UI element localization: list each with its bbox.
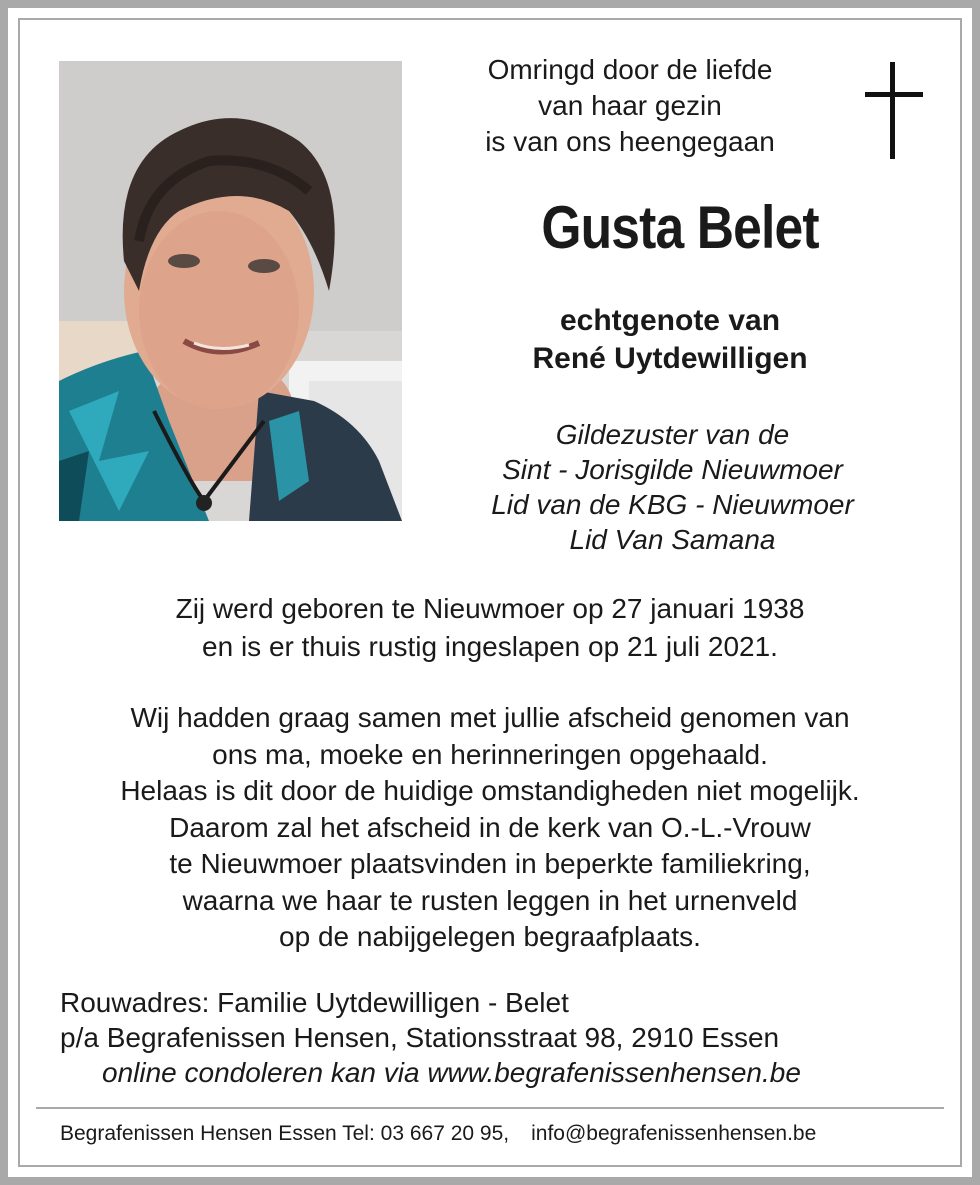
- message-line: Helaas is dit door de huidige omstandigheden niet mogelijk.: [120, 775, 860, 806]
- death-line: en is er thuis rustig ingeslapen op 21 juli 2021.: [202, 631, 778, 662]
- footer-email-link[interactable]: info@begrafenissenhensen.be: [531, 1122, 817, 1145]
- message-line: te Nieuwmoer plaatsvinden in beperkte familiekring,: [169, 848, 811, 879]
- footer: [60, 1120, 940, 1148]
- life-dates: [40, 590, 940, 666]
- intro-line: Omringd door de liefde: [487, 54, 773, 85]
- divider: [36, 1107, 944, 1109]
- address-line: p/a Begrafenissen Hensen, Stationsstraat 98, 2910 Essen: [60, 1022, 780, 1053]
- footer-company-phone: Begrafenissen Hensen Essen Tel: 03 667 20 95,: [60, 1122, 510, 1145]
- membership-line: Gildezuster van de: [555, 419, 790, 450]
- portrait-photo: [59, 61, 402, 521]
- farewell-message: [40, 700, 940, 956]
- membership-line: Sint - Jorisgilde Nieuwmoer: [502, 454, 843, 485]
- online-condolence-link[interactable]: online condoleren kan via www.begrafenissenhensen.be: [102, 1057, 801, 1088]
- message-line: Daarom zal het afscheid in de kerk van O.-L.-Vrouw: [169, 811, 811, 843]
- spouse-block: [430, 302, 910, 378]
- message-line: ons ma, moeke en herinneringen opgehaald.: [212, 738, 768, 770]
- mourning-address: [60, 985, 920, 1090]
- message-line: Wij hadden graag samen met jullie afscheid genomen van: [130, 702, 850, 733]
- memberships: [430, 417, 915, 557]
- address-line: Rouwadres: Familie Uytdewilligen - Belet: [60, 987, 569, 1018]
- intro-line: van haar gezin: [538, 90, 722, 121]
- deceased-name: Gusta Belet: [541, 194, 819, 261]
- membership-line: Lid van de KBG - Nieuwmoer: [491, 489, 854, 520]
- relation-line: echtgenote van: [559, 304, 781, 337]
- message-line: op de nabijgelegen begraafplaats.: [279, 921, 701, 952]
- membership-line: Lid Van Samana: [569, 524, 776, 555]
- cross-icon: [865, 62, 923, 159]
- spouse-name: René Uytdewilligen: [532, 342, 808, 375]
- birth-line: Zij werd geboren te Nieuwmoer op 27 januari 1938: [175, 593, 805, 624]
- intro-line: is van ons heengegaan: [485, 126, 775, 157]
- message-line: waarna we haar te rusten leggen in het urnenveld: [182, 884, 798, 916]
- intro-text: [430, 52, 830, 160]
